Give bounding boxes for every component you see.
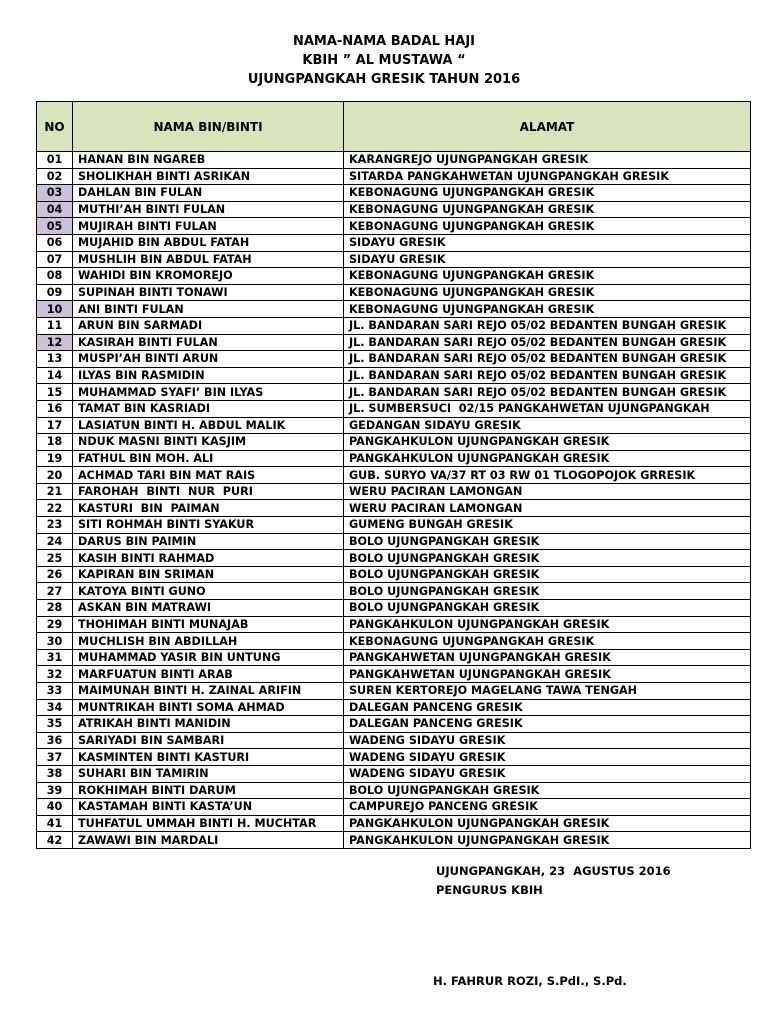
row-name: KASIH BINTI RAHMAD — [73, 550, 344, 567]
row-address: GUMENG BUNGAH GRESIK — [344, 517, 751, 534]
row-address: BOLO UJUNGPANGKAH GRESIK — [344, 782, 751, 799]
place-date: UJUNGPANGKAH, 23 AGUSTUS 2016 — [436, 864, 671, 878]
row-name: HANAN BIN NGAREB — [73, 152, 344, 169]
row-name: ROKHIMAH BINTI DARUM — [73, 782, 344, 799]
row-number: 30 — [37, 633, 73, 650]
row-address: SUREN KERTOREJO MAGELANG TAWA TENGAH — [344, 683, 751, 700]
row-name: MUSHLIH BIN ABDUL FATAH — [73, 251, 344, 268]
row-number: 05 — [37, 218, 73, 235]
row-number: 41 — [37, 815, 73, 832]
row-number: 42 — [37, 832, 73, 849]
row-number: 06 — [37, 234, 73, 251]
row-name: KASTURI BIN PAIMAN — [73, 500, 344, 517]
row-name: MUCHLISH BIN ABDILLAH — [73, 633, 344, 650]
table-row — [37, 284, 751, 301]
row-number: 35 — [37, 716, 73, 733]
table-row — [37, 450, 751, 467]
table-row — [37, 467, 751, 484]
row-name: DAHLAN BIN FULAN — [73, 185, 344, 202]
row-name: LASIATUN BINTI H. ABDUL MALIK — [73, 417, 344, 434]
row-name: ARUN BIN SARMADI — [73, 317, 344, 334]
table-row — [37, 251, 751, 268]
table-row — [37, 483, 751, 500]
row-address: DALEGAN PANCENG GRESIK — [344, 716, 751, 733]
row-name: KAPIRAN BIN SRIMAN — [73, 566, 344, 583]
table-row — [37, 367, 751, 384]
row-number: 07 — [37, 251, 73, 268]
row-number: 28 — [37, 600, 73, 617]
row-name: MARFUATUN BINTI ARAB — [73, 666, 344, 683]
row-address: JL. BANDARAN SARI REJO 05/02 BEDANTEN BUNGAH GRESIK — [344, 334, 751, 351]
row-name: MUSPI’AH BINTI ARUN — [73, 351, 344, 368]
row-address: GEDANGAN SIDAYU GRESIK — [344, 417, 751, 434]
row-address: PANGKAHWETAN UJUNGPANGKAH GRESIK — [344, 666, 751, 683]
row-number: 29 — [37, 616, 73, 633]
table-row — [37, 268, 751, 285]
table-row — [37, 600, 751, 617]
row-name: MAIMUNAH BINTI H. ZAINAL ARIFIN — [73, 683, 344, 700]
table-row — [37, 765, 751, 782]
table-row — [37, 749, 751, 766]
table-row — [37, 317, 751, 334]
title-line-1: NAMA-NAMA BADAL HAJI — [292, 34, 476, 49]
row-address: GUB. SURYO VA/37 RT 03 RW 01 TLOGOPOJOK GRRESIK — [344, 467, 751, 484]
table-row — [37, 782, 751, 799]
row-address: KEBONAGUNG UJUNGPANGKAH GRESIK — [344, 301, 751, 318]
table-row — [37, 566, 751, 583]
row-address: KARANGREJO UJUNGPANGKAH GRESIK — [344, 152, 751, 169]
table-row — [37, 334, 751, 351]
row-address: SITARDA PANGKAHWETAN UJUNGPANGKAH GRESIK — [344, 168, 751, 185]
signer-role: PENGURUS KBIH — [436, 883, 543, 897]
table-row — [37, 517, 751, 534]
row-address: WADENG SIDAYU GRESIK — [344, 765, 751, 782]
row-name: MUJIRAH BINTI FULAN — [73, 218, 344, 235]
table-row — [37, 583, 751, 600]
row-number: 25 — [37, 550, 73, 567]
row-name: SUPINAH BINTI TONAWI — [73, 284, 344, 301]
row-number: 02 — [37, 168, 73, 185]
table-row — [37, 201, 751, 218]
row-address: JL. BANDARAN SARI REJO 05/02 BEDANTEN BUNGAH GRESIK — [344, 367, 751, 384]
row-name: SARIYADI BIN SAMBARI — [73, 732, 344, 749]
row-address: BOLO UJUNGPANGKAH GRESIK — [344, 583, 751, 600]
row-address: PANGKAHKULON UJUNGPANGKAH GRESIK — [344, 450, 751, 467]
row-name: FATHUL BIN MOH. ALI — [73, 450, 344, 467]
row-address: BOLO UJUNGPANGKAH GRESIK — [344, 550, 751, 567]
table-header-row — [37, 102, 751, 152]
table-row — [37, 683, 751, 700]
table-row — [37, 666, 751, 683]
row-number: 17 — [37, 417, 73, 434]
row-address: KEBONAGUNG UJUNGPANGKAH GRESIK — [344, 185, 751, 202]
table-row — [37, 732, 751, 749]
row-number: 12 — [37, 334, 73, 351]
row-name: KASMINTEN BINTI KASTURI — [73, 749, 344, 766]
row-number: 22 — [37, 500, 73, 517]
row-name: NDUK MASNI BINTI KASJIM — [73, 434, 344, 451]
title-line-2: KBIH ” AL MUSTAWA “ — [302, 53, 466, 68]
row-number: 38 — [37, 765, 73, 782]
table-row — [37, 417, 751, 434]
row-address: JL. BANDARAN SARI REJO 05/02 BEDANTEN BUNGAH GRESIK — [344, 384, 751, 401]
row-number: 09 — [37, 284, 73, 301]
header-address: ALAMAT — [344, 102, 751, 152]
row-name: MUTHI’AH BINTI FULAN — [73, 201, 344, 218]
document-title — [0, 32, 768, 89]
row-number: 40 — [37, 799, 73, 816]
row-address: KEBONAGUNG UJUNGPANGKAH GRESIK — [344, 201, 751, 218]
row-name: ZAWAWI BIN MARDALI — [73, 832, 344, 849]
signer-name: H. FAHRUR ROZI, S.PdI., S.Pd. — [433, 974, 627, 988]
row-address: PANGKAHKULON UJUNGPANGKAH GRESIK — [344, 434, 751, 451]
row-number: 32 — [37, 666, 73, 683]
row-name: KASIRAH BINTI FULAN — [73, 334, 344, 351]
table-row — [37, 699, 751, 716]
row-name: TAMAT BIN KASRIADI — [73, 400, 344, 417]
row-name: ASKAN BIN MATRAWI — [73, 600, 344, 617]
row-number: 04 — [37, 201, 73, 218]
title-line-3: UJUNGPANGKAH GRESIK TAHUN 2016 — [247, 72, 521, 87]
row-name: MUHAMMAD SYAFI’ BIN ILYAS — [73, 384, 344, 401]
row-address: WADENG SIDAYU GRESIK — [344, 749, 751, 766]
row-address: BOLO UJUNGPANGKAH GRESIK — [344, 533, 751, 550]
row-address: PANGKAHKULON UJUNGPANGKAH GRESIK — [344, 815, 751, 832]
row-address: WERU PACIRAN LAMONGAN — [344, 500, 751, 517]
row-name: SUHARI BIN TAMIRIN — [73, 765, 344, 782]
table-row — [37, 185, 751, 202]
row-address: KEBONAGUNG UJUNGPANGKAH GRESIK — [344, 268, 751, 285]
table-row — [37, 533, 751, 550]
table-body — [37, 152, 751, 849]
row-address: DALEGAN PANCENG GRESIK — [344, 699, 751, 716]
row-address: PANGKAHKULON UJUNGPANGKAH GRESIK — [344, 616, 751, 633]
table-row — [37, 799, 751, 816]
row-address: KEBONAGUNG UJUNGPANGKAH GRESIK — [344, 633, 751, 650]
header-name: NAMA BIN/BINTI — [73, 102, 344, 152]
badal-haji-table — [36, 101, 751, 849]
row-name: MUNTRIKAH BINTI SOMA AHMAD — [73, 699, 344, 716]
row-number: 18 — [37, 434, 73, 451]
table-row — [37, 351, 751, 368]
table-row — [37, 633, 751, 650]
row-number: 14 — [37, 367, 73, 384]
table-row — [37, 500, 751, 517]
row-address: JL. SUMBERSUCI 02/15 PANGKAHWETAN UJUNGPANGKAH — [344, 400, 751, 417]
table-row — [37, 384, 751, 401]
row-address: WADENG SIDAYU GRESIK — [344, 732, 751, 749]
row-number: 11 — [37, 317, 73, 334]
row-number: 36 — [37, 732, 73, 749]
row-address: JL. BANDARAN SARI REJO 05/02 BEDANTEN BUNGAH GRESIK — [344, 317, 751, 334]
row-number: 20 — [37, 467, 73, 484]
row-name: SITI ROHMAH BINTI SYAKUR — [73, 517, 344, 534]
table-row — [37, 152, 751, 169]
row-number: 15 — [37, 384, 73, 401]
table-row — [37, 616, 751, 633]
row-number: 33 — [37, 683, 73, 700]
row-number: 10 — [37, 301, 73, 318]
table-row — [37, 434, 751, 451]
row-address: JL. BANDARAN SARI REJO 05/02 BEDANTEN BUNGAH GRESIK — [344, 351, 751, 368]
header-no: NO — [37, 102, 73, 152]
row-number: 01 — [37, 152, 73, 169]
row-name: DARUS BIN PAIMIN — [73, 533, 344, 550]
row-number: 27 — [37, 583, 73, 600]
row-name: ACHMAD TARI BIN MAT RAIS — [73, 467, 344, 484]
table-row — [37, 168, 751, 185]
row-number: 16 — [37, 400, 73, 417]
row-address: BOLO UJUNGPANGKAH GRESIK — [344, 566, 751, 583]
row-number: 19 — [37, 450, 73, 467]
table-row — [37, 218, 751, 235]
row-name: KATOYA BINTI GUNO — [73, 583, 344, 600]
row-address: PANGKAHKULON UJUNGPANGKAH GRESIK — [344, 832, 751, 849]
row-name: KASTAMAH BINTI KASTA’UN — [73, 799, 344, 816]
table-row — [37, 649, 751, 666]
row-name: WAHIDI BIN KROMOREJO — [73, 268, 344, 285]
table-row — [37, 234, 751, 251]
row-number: 13 — [37, 351, 73, 368]
row-address: SIDAYU GRESIK — [344, 234, 751, 251]
row-address: CAMPUREJO PANCENG GRESIK — [344, 799, 751, 816]
row-name: SHOLIKHAH BINTI ASRIKAN — [73, 168, 344, 185]
row-address: SIDAYU GRESIK — [344, 251, 751, 268]
row-name: FAROHAH BINTI NUR PURI — [73, 483, 344, 500]
row-name: TUHFATUL UMMAH BINTI H. MUCHTAR — [73, 815, 344, 832]
row-name: MUJAHID BIN ABDUL FATAH — [73, 234, 344, 251]
row-address: WERU PACIRAN LAMONGAN — [344, 483, 751, 500]
row-number: 21 — [37, 483, 73, 500]
table-row — [37, 815, 751, 832]
row-address: KEBONAGUNG UJUNGPANGKAH GRESIK — [344, 218, 751, 235]
row-address: BOLO UJUNGPANGKAH GRESIK — [344, 600, 751, 617]
signature-block — [436, 862, 671, 900]
row-number: 39 — [37, 782, 73, 799]
row-number: 03 — [37, 185, 73, 202]
row-number: 08 — [37, 268, 73, 285]
row-number: 37 — [37, 749, 73, 766]
row-address: PANGKAHWETAN UJUNGPANGKAH GRESIK — [344, 649, 751, 666]
row-number: 34 — [37, 699, 73, 716]
row-number: 26 — [37, 566, 73, 583]
row-number: 23 — [37, 517, 73, 534]
row-name: MUHAMMAD YASIR BIN UNTUNG — [73, 649, 344, 666]
row-number: 24 — [37, 533, 73, 550]
row-name: ANI BINTI FULAN — [73, 301, 344, 318]
table-row — [37, 550, 751, 567]
row-name: ATRIKAH BINTI MANIDIN — [73, 716, 344, 733]
table-row — [37, 400, 751, 417]
table-row — [37, 301, 751, 318]
table-row — [37, 832, 751, 849]
row-number: 31 — [37, 649, 73, 666]
row-address: KEBONAGUNG UJUNGPANGKAH GRESIK — [344, 284, 751, 301]
row-name: ILYAS BIN RASMIDIN — [73, 367, 344, 384]
row-name: THOHIMAH BINTI MUNAJAB — [73, 616, 344, 633]
table-row — [37, 716, 751, 733]
